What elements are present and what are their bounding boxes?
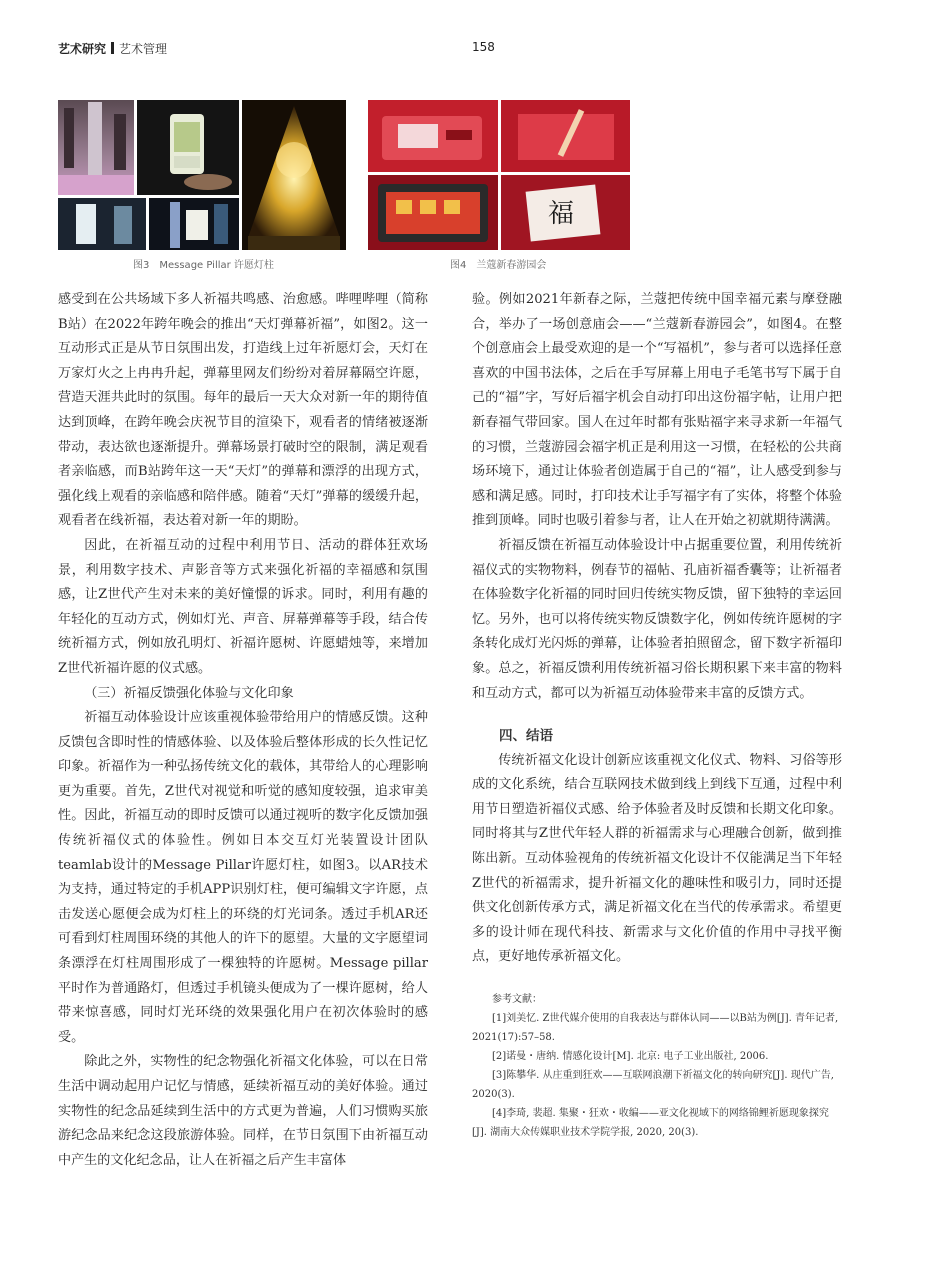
figure-4-caption: 图4 兰蔻新春游园会 bbox=[450, 260, 547, 271]
reference-item: [4]李琦, 裴超. 集聚・狂欢・收编——亚文化视域下的网络锦鲤祈愿现象探究[J]. 湖南大众传媒职业技术学院学报, 2020, 20(3). bbox=[472, 1108, 829, 1139]
paragraph: 感受到在公共场域下多人祈福共鸣感、治愈感。哔哩哔哩（简称B站）在2022年跨年晚会的推出“天灯弹幕祈福”，如图2。这一互动形式正是从节日氛围出发，打造线上过年祈愿灯会，天灯在万家灯火之上冉冉升起，弹幕里网友们纷纷对着屏幕隔空许愿，营造天涯共此时的氛围。每年的最后一天大众对新一年的期待值达到顶峰，在跨年晚会庆祝节目的渲染下，观看者的情绪被逐渐带动，表达欲也逐渐提升。弹幕场景打破时空的限制，满足观看者亲临感，而B站跨年这一天“天灯”的弹幕和漂浮的出现方式，强化线上观看的亲临感和陪伴感。随着“天灯”弹幕的缓缓升起，观看者在线祈福，表达着对新一年的期盼。 bbox=[58, 292, 428, 529]
paragraph: 传统祈福文化设计创新应该重视文化仪式、物料、习俗等形成的文化系统，结合互联网技术做到线上到线下互通，过程中利用节日塑造祈福仪式感、给予体验者及时反馈和长期文化印象。同时将其与Z世代年轻人群的祈福需求与心理融合创新，做到推陈出新。互动体验视角的传统祈福文化设计不仅能满足当下年轻Z世代的祈福需求，提升祈福文化的趣味性和吸引力，同时还提供文化创新传承方式，满足祈福文化在当代的传承需求。希望更多的设计师在现代科技、新需求与文化价值的作用中寻找平衡点，更好地传承祈福文化。 bbox=[472, 752, 842, 965]
journal-name bbox=[58, 40, 167, 57]
paragraph: 祈福反馈在祈福互动体验设计中占据重要位置，利用传统祈福仪式的实物物料，例春节的福帖、孔庙祈福香囊等；让祈福者在体验数字化祈福的同时回归传统实物反馈，留下独特的幸运回忆。另外，也可以将传统实物反馈数字化，例如传统许愿树的字条转化成灯光闪烁的弹幕，让体验者拍照留念，留下数字祈福印象。总之，祈福反馈利用传统祈福习俗长期积累下来丰富的物料和互动方式，都可以为祈福互动体验带来丰富的反馈方式。 bbox=[472, 537, 842, 701]
references bbox=[472, 990, 842, 1142]
journal-title: 艺术研究 bbox=[58, 42, 107, 56]
section-title: 艺术管理 bbox=[119, 42, 168, 56]
figure-3-caption: 图3 Message Pillar 许愿灯柱 bbox=[133, 260, 274, 271]
reference-item: [3]陈攀华. 从庄重到狂欢——互联网浪潮下祈福文化的转向研究[J]. 现代广告, 2020(3). bbox=[472, 1070, 834, 1101]
paragraph: 除此之外，实物性的纪念物强化祈福文化体验，可以在日常生活中调动起用户记忆与情感，延续祈福互动的美好体验。通过实物性的纪念品延续到生活中的方式更为普遍，人们习惯购买旅游纪念品来纪念这段旅游体验。同样，在节日氛围下由祈福互动中产生的文化纪念品，让人在祈福之后产生丰富体 bbox=[58, 1054, 428, 1168]
header-divider bbox=[111, 42, 114, 54]
paragraph: 祈福互动体验设计应该重视体验带给用户的情感反馈。这种反馈包含即时性的情感体验、以及体验后整体形成的长久性记忆印象。祈福作为一种弘扬传统文化的载体，其带给人的心理影响更为重要。首先，Z世代对视觉和听觉的感知度较强，追求审美性。因此，祈福互动的即时反馈可以通过视听的数字化反馈加强传统祈福仪式的体验性。例如日本交互灯光装置设计团队teamlab设计的Message Pillar许愿灯柱，如图3。以AR技术为支持，通过特定的手机APP识别灯柱，便可编辑文字许愿，点击发送心愿便会成为灯柱上的环绕的灯光词条。透过手机AR还可看到灯柱周围环绕的其他人的许下的愿望。大量的文字愿望词条漂浮在灯柱周围形成了一棵独特的许愿树。Message pillar平时作为普通路灯，但透过手机镜头便成为了一棵许愿树，给人带来惊喜感，同时灯光环绕的效果强化用户在初次体验时的感受。 bbox=[58, 710, 428, 1045]
paragraph: 因此，在祈福互动的过程中利用节日、活动的群体狂欢场景，利用数字技术、声影音等方式来强化祈福的幸福感和氛围感，让Z世代产生对未来的美好憧憬的诉求。同时，利用有趣的年轻化的互动方式，例如灯光、声音、屏幕弹幕等手段，结合传统祈福方式，例如放孔明灯、祈福许愿树、许愿蜡烛等，来增加Z世代祈福许愿的仪式感。 bbox=[58, 537, 428, 676]
figure-3-image bbox=[58, 100, 346, 250]
photo-collage-light-pillar bbox=[58, 100, 346, 250]
section-heading: 四、结语 bbox=[499, 728, 553, 745]
subsection-heading: （三）祈福反馈强化体验与文化印象 bbox=[84, 685, 294, 701]
reference-item: [1]刘美忆. Z世代媒介使用的自我表达与群体认同——以B站为例[J]. 青年记者, 2021(17):57–58. bbox=[472, 1013, 839, 1044]
running-header bbox=[58, 40, 892, 62]
calligraphy-mark: 福 bbox=[548, 199, 575, 229]
reference-item: [2]诺曼・唐纳. 情感化设计[M]. 北京: 电子工业出版社, 2006. bbox=[492, 1051, 769, 1063]
page-number: 158 bbox=[472, 40, 495, 54]
references-title: 参考文献： bbox=[492, 994, 542, 1006]
left-column bbox=[58, 288, 428, 1173]
paragraph: 验。例如2021年新春之际，兰蔻把传统中国幸福元素与摩登融合，举办了一场创意庙会——“兰蔻新春游园会”，如图4。在整个创意庙会上最受欢迎的是一个“写福机”，参与者可以选择任意喜欢的中国书法体，之后在手写屏幕上用电子毛笔书写下属于自己的“福”字，写好后福字机会自动打印出这份福字帖，让用户把新春福气带回家。国人在过年时都有张贴福字来寻求新一年福气的习惯，兰蔻游园会福字机正是利用这一习惯，在轻松的公共商场环境下，通过让体验者创造属于自己的“福”，让人感受到参与感和满足感。同时，打印技术让手写福字有了实体，将整个体验推到顶峰。同时也吸引着参与者，让人在开始之初就期待满满。 bbox=[472, 292, 842, 529]
figure-4-image bbox=[368, 100, 630, 250]
right-column bbox=[472, 288, 842, 1142]
photo-collage-red-event bbox=[368, 100, 630, 250]
